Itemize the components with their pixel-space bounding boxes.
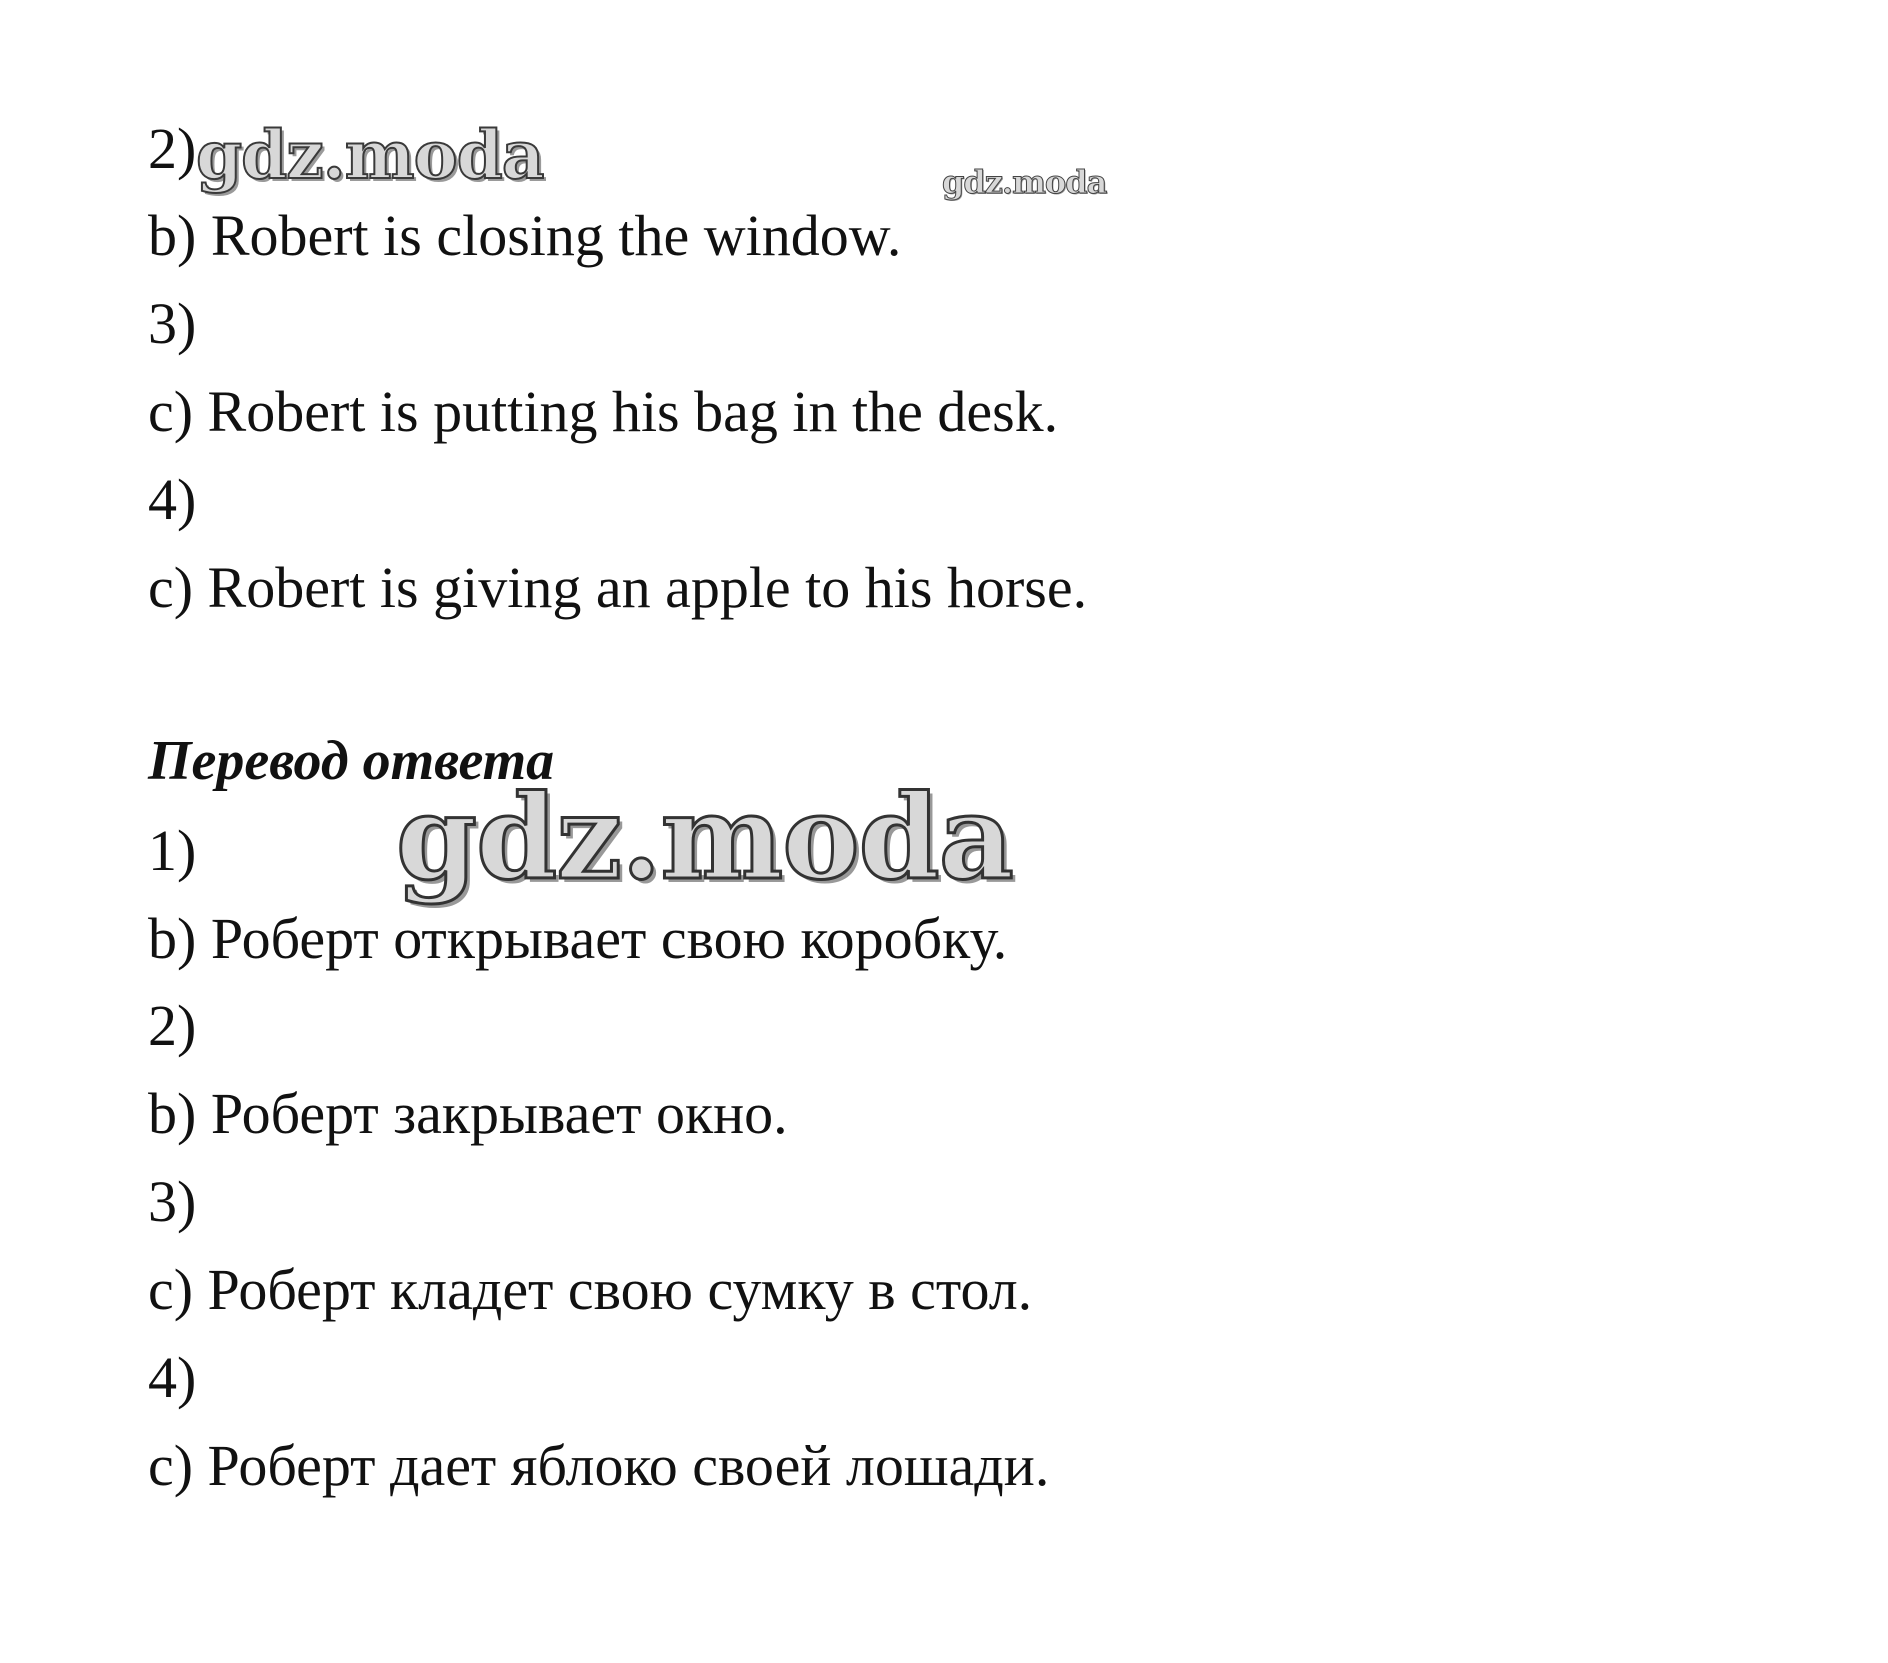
translation-number: 1) <box>148 818 197 883</box>
translation-heading: Перевод ответа <box>148 730 555 792</box>
answer-text: c) Robert is giving an apple to his horse. <box>148 555 1088 620</box>
watermark-logo-small: gdz.moda <box>942 163 1107 201</box>
answer-text: c) Robert is putting his bag in the desk. <box>148 379 1059 444</box>
translation-text: b) Роберт открывает свою коробку. <box>148 906 1008 971</box>
watermark-logo: gdz.moda <box>196 116 544 194</box>
translation-text: b) Роберт закрывает окно. <box>148 1081 788 1146</box>
translation-number: 3) <box>148 1169 197 1234</box>
answer-text: b) Robert is closing the window. <box>148 203 902 268</box>
translation-number: 2) <box>148 993 197 1058</box>
translation-text: c) Роберт дает яблоко своей лошади. <box>148 1433 1050 1498</box>
answer-number: 3) <box>148 291 197 356</box>
answer-number: 2) <box>148 116 197 181</box>
translation-number: 4) <box>148 1345 197 1410</box>
answer-number: 4) <box>148 467 197 532</box>
translation-text: c) Роберт кладет свою сумку в стол. <box>148 1257 1033 1322</box>
watermark-logo-large: gdz.moda <box>396 770 1013 906</box>
